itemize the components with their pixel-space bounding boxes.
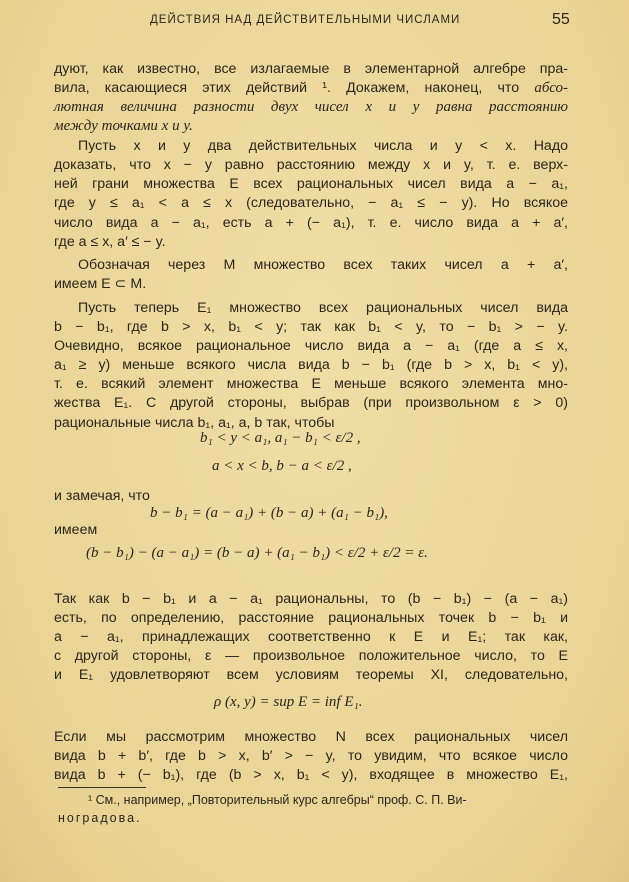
italic-line: лютная величина разности двух чисел x и y равна расстоянию xyxy=(54,99,568,115)
text-line: вида b + b′, где b > x, b′ > − y, то увидим, что всякое число xyxy=(54,748,568,764)
text-line: имеем xyxy=(54,522,98,538)
text-line: вида b + (− b₁), где (b > x, b₁ < y), входящее в множество E₁, xyxy=(54,767,568,783)
text-line: дуют, как известно, все излагаемые в элементарной алгебре пра- xyxy=(54,61,568,77)
text-line: Если мы рассмотрим множество N всех рациональных чисел xyxy=(54,729,568,745)
text-line xyxy=(54,80,568,97)
formula-inequalities-2: a < x < b, b − a < ε/2 , xyxy=(212,458,352,474)
text-line: Обозначая через M множество всех таких чисел a + a′, xyxy=(78,257,568,273)
text-line: где y ≤ a₁ < a ≤ x (следовательно, − a₁ ≤ − y). Но всякое xyxy=(54,195,568,211)
formula-distance: ρ (x, y) = sup E = inf E₁. xyxy=(214,694,363,710)
text-line: b − b₁, где b > x, b₁ < y; так как b₁ < y, то − b₁ > − y. xyxy=(54,319,568,335)
text-span: вила, касающиеся этих действий ¹. Докажем, наконец, что xyxy=(54,80,520,96)
text-line: доказать, что x − y равно расстоянию между x и y, т. е. верх- xyxy=(54,157,568,173)
footnote-text: ¹ См., например, „Повторительный курс алгебры“ проф. С. П. Ви- xyxy=(88,793,467,807)
text-line: число вида a − a₁, есть a + (− a₁), т. е. число вида a + a′, xyxy=(54,215,568,231)
formula-decomposition: b − b₁ = (a − a₁) + (b − a) + (a₁ − b₁), xyxy=(150,505,388,521)
text-line: a₁ ≥ y) меньше всякого числа вида b − b₁ (где b > x, b₁ < y), xyxy=(54,357,568,373)
text-line: где a ≤ x, a′ ≤ − y. xyxy=(54,234,166,250)
text-line: т. е. всякий элемент множества E меньше всякого элемента мно- xyxy=(54,376,568,392)
text-line: и замечая, что xyxy=(54,488,150,504)
footnote-text: ноградова. xyxy=(58,811,142,825)
text-line: Так как b − b₁ и a − a₁ рациональны, то (b − b₁) − (a − a₁) xyxy=(54,591,568,607)
running-header: ДЕЙСТВИЯ НАД ДЕЙСТВИТЕЛЬНЫМИ ЧИСЛАМИ xyxy=(150,14,461,26)
text-line: рациональные числа b₁, a₁, a, b так, чтобы xyxy=(54,415,335,431)
text-line: a − a₁, принадлежащих соответственно к E и E₁; так как, xyxy=(54,629,568,645)
text-line: Пусть x и y два действительных числа и y < x. Надо xyxy=(78,138,568,154)
italic-span: абсо- xyxy=(534,80,569,96)
text-line: с другой стороны, ε — произвольное положительное число, то E xyxy=(54,648,568,664)
text-line: имеем E ⊂ M. xyxy=(54,276,147,292)
text-line: Пусть теперь E₁ множество всех рациональных чисел вида xyxy=(78,300,568,316)
page-number: 55 xyxy=(552,11,570,28)
formula-inequalities-1: b₁ < y < a₁, a₁ − b₁ < ε/2 , xyxy=(200,430,361,446)
text-line: и E₁ удовлетворяют всем условиям теоремы XI, следовательно, xyxy=(54,667,568,683)
text-line: ней грани множества E всех рациональных чисел вида a − a₁, xyxy=(54,176,568,192)
text-line: Очевидно, всякое рациональное число вида a − a₁ (где a ≤ x, xyxy=(54,338,568,354)
italic-line: между точками x и y. xyxy=(54,118,193,134)
text-line: есть, по определению, расстояние рациональных точек b − b₁ и xyxy=(54,610,568,626)
formula-estimate: (b − b₁) − (a − a₁) = (b − a) + (a₁ − b₁) < ε/2 + ε/2 = ε. xyxy=(86,545,428,561)
text-line: жества E₁. С другой стороны, выбрав (при произвольном ε > 0) xyxy=(54,395,568,411)
footnote-divider xyxy=(58,787,146,788)
